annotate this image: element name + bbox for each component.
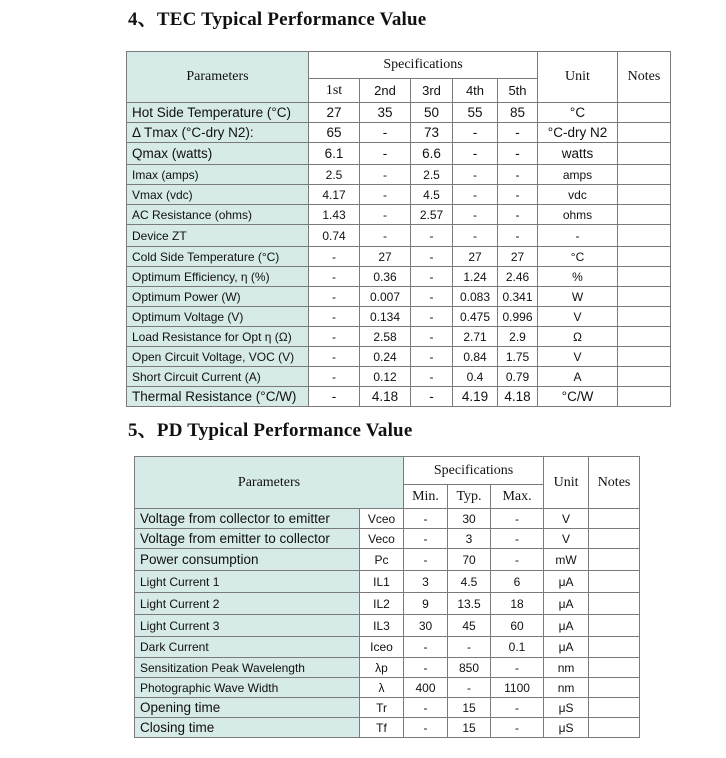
spec-value: 55: [453, 103, 498, 123]
parameter-label: Load Resistance for Opt η (Ω): [127, 327, 309, 347]
notes-value: [589, 678, 640, 698]
spec-value: -: [309, 367, 360, 387]
spec-value: -: [411, 327, 453, 347]
notes-value: [618, 205, 671, 225]
table-row: [127, 185, 671, 205]
table-row: [127, 347, 671, 367]
parameter-label: Voltage from collector to emitter: [135, 509, 360, 529]
spec-value: -: [309, 327, 360, 347]
spec-value: 4.18: [498, 387, 538, 407]
unit-header: Unit: [538, 52, 618, 103]
spec-value: 850: [448, 658, 491, 678]
spec-value: -: [498, 123, 538, 143]
parameter-label: Thermal Resistance (°C/W): [127, 387, 309, 407]
notes-value: [618, 367, 671, 387]
spec-value: 70: [448, 549, 491, 571]
spec-value: -: [404, 529, 448, 549]
spec-value: -: [453, 123, 498, 143]
spec-value: 35: [360, 103, 411, 123]
spec-value: 2.5: [309, 165, 360, 185]
spec-column-header: 4th: [453, 79, 498, 103]
spec-value: 6: [491, 571, 544, 593]
table-row: [127, 267, 671, 287]
parameter-symbol: Pc: [360, 549, 404, 571]
spec-value: -: [498, 185, 538, 205]
spec-value: 27: [453, 247, 498, 267]
table-header-row: [135, 457, 640, 485]
notes-value: [618, 307, 671, 327]
unit-value: V: [544, 529, 589, 549]
spec-value: -: [404, 637, 448, 658]
table-row: [127, 307, 671, 327]
table-row: [135, 549, 640, 571]
parameters-header: Parameters: [127, 52, 309, 103]
unit-value: -: [538, 225, 618, 247]
spec-value: -: [309, 347, 360, 367]
parameter-label: Power consumption: [135, 549, 360, 571]
unit-value: V: [544, 509, 589, 529]
spec-value: -: [453, 143, 498, 165]
unit-value: °C/W: [538, 387, 618, 407]
parameter-label: Imax (amps): [127, 165, 309, 185]
notes-value: [618, 123, 671, 143]
spec-value: -: [448, 637, 491, 658]
notes-value: [618, 143, 671, 165]
table-row: [127, 247, 671, 267]
parameter-label: Qmax (watts): [127, 143, 309, 165]
table-row: [135, 529, 640, 549]
parameter-symbol: Veco: [360, 529, 404, 549]
spec-value: 0.007: [360, 287, 411, 307]
spec-value: -: [491, 658, 544, 678]
spec-value: -: [453, 165, 498, 185]
spec-value: 15: [448, 698, 491, 718]
table-row: [135, 615, 640, 637]
notes-value: [618, 287, 671, 307]
notes-value: [589, 509, 640, 529]
spec-value: -: [309, 247, 360, 267]
spec-value: 1.24: [453, 267, 498, 287]
spec-value: 0.36: [360, 267, 411, 287]
spec-value: 30: [448, 509, 491, 529]
unit-value: V: [538, 347, 618, 367]
unit-value: nm: [544, 658, 589, 678]
parameter-label: Cold Side Temperature (°C): [127, 247, 309, 267]
spec-value: -: [411, 387, 453, 407]
table-row: [135, 658, 640, 678]
spec-value: -: [360, 225, 411, 247]
spec-value: -: [491, 718, 544, 738]
parameter-symbol: Tf: [360, 718, 404, 738]
spec-value: 6.6: [411, 143, 453, 165]
unit-value: μA: [544, 593, 589, 615]
spec-value: -: [404, 509, 448, 529]
spec-value: 0.12: [360, 367, 411, 387]
unit-value: mW: [544, 549, 589, 571]
parameter-label: Light Current 2: [135, 593, 360, 615]
spec-value: -: [309, 287, 360, 307]
spec-column-header: 2nd: [360, 79, 411, 103]
parameter-symbol: Iceo: [360, 637, 404, 658]
spec-value: 0.24: [360, 347, 411, 367]
spec-value: -: [411, 267, 453, 287]
spec-value: 65: [309, 123, 360, 143]
unit-header: Unit: [544, 457, 589, 509]
spec-value: 45: [448, 615, 491, 637]
parameter-label: Sensitization Peak Wavelength: [135, 658, 360, 678]
tec-performance-table: [126, 51, 671, 407]
spec-value: 4.5: [411, 185, 453, 205]
parameter-label: Device ZT: [127, 225, 309, 247]
parameter-symbol: λ: [360, 678, 404, 698]
unit-value: V: [538, 307, 618, 327]
tec-section-heading: 4、TEC Typical Performance Value: [128, 9, 427, 30]
parameter-label: Optimum Power (W): [127, 287, 309, 307]
spec-value: -: [309, 267, 360, 287]
unit-value: vdc: [538, 185, 618, 205]
parameters-header: Parameters: [135, 457, 404, 509]
spec-value: -: [453, 185, 498, 205]
spec-value: -: [498, 225, 538, 247]
spec-value: -: [411, 287, 453, 307]
parameter-label: Open Circuit Voltage, VOC (V): [127, 347, 309, 367]
spec-value: 9: [404, 593, 448, 615]
parameter-label: Voltage from emitter to collector: [135, 529, 360, 549]
spec-value: -: [411, 347, 453, 367]
spec-value: 30: [404, 615, 448, 637]
spec-value: 1100: [491, 678, 544, 698]
parameter-label: Closing time: [135, 718, 360, 738]
table-row: [127, 103, 671, 123]
spec-value: 2.46: [498, 267, 538, 287]
parameter-label: Dark Current: [135, 637, 360, 658]
spec-value: -: [448, 678, 491, 698]
spec-value: -: [491, 509, 544, 529]
unit-value: watts: [538, 143, 618, 165]
spec-value: 0.083: [453, 287, 498, 307]
unit-value: μA: [544, 615, 589, 637]
parameter-label: Optimum Voltage (V): [127, 307, 309, 327]
spec-value: -: [411, 367, 453, 387]
spec-value: 1.43: [309, 205, 360, 225]
spec-value: -: [309, 387, 360, 407]
spec-value: -: [360, 123, 411, 143]
spec-value: 0.84: [453, 347, 498, 367]
spec-value: -: [453, 225, 498, 247]
table-row: [135, 637, 640, 658]
notes-value: [618, 165, 671, 185]
spec-value: 2.57: [411, 205, 453, 225]
spec-value: 3: [404, 571, 448, 593]
spec-value: -: [498, 143, 538, 165]
unit-value: %: [538, 267, 618, 287]
unit-value: °C: [538, 103, 618, 123]
spec-value: 0.134: [360, 307, 411, 327]
table-row: [127, 367, 671, 387]
notes-value: [589, 549, 640, 571]
spec-value: 4.17: [309, 185, 360, 205]
table-row: [127, 143, 671, 165]
spec-value: 0.341: [498, 287, 538, 307]
notes-value: [618, 103, 671, 123]
spec-value: 15: [448, 718, 491, 738]
spec-value: -: [498, 165, 538, 185]
unit-value: amps: [538, 165, 618, 185]
unit-value: °C: [538, 247, 618, 267]
spec-value: 2.71: [453, 327, 498, 347]
spec-value: 6.1: [309, 143, 360, 165]
spec-value: -: [404, 549, 448, 571]
parameter-label: Opening time: [135, 698, 360, 718]
unit-value: μA: [544, 571, 589, 593]
spec-value: 0.996: [498, 307, 538, 327]
table-row: [135, 718, 640, 738]
parameter-symbol: λp: [360, 658, 404, 678]
table-row: [135, 593, 640, 615]
spec-value: -: [404, 698, 448, 718]
spec-value: 13.5: [448, 593, 491, 615]
unit-value: nm: [544, 678, 589, 698]
spec-value: 18: [491, 593, 544, 615]
spec-value: 0.79: [498, 367, 538, 387]
spec-value: -: [404, 718, 448, 738]
table-row: [135, 571, 640, 593]
spec-value: 85: [498, 103, 538, 123]
table-row: [127, 165, 671, 185]
parameter-symbol: Vceo: [360, 509, 404, 529]
notes-value: [618, 225, 671, 247]
table-row: [127, 287, 671, 307]
spec-value: -: [309, 307, 360, 327]
notes-value: [589, 593, 640, 615]
pd-performance-table: [134, 456, 640, 738]
unit-value: ohms: [538, 205, 618, 225]
notes-value: [618, 327, 671, 347]
parameter-label: Hot Side Temperature (°C): [127, 103, 309, 123]
unit-value: W: [538, 287, 618, 307]
table-row: [135, 509, 640, 529]
parameter-symbol: Tr: [360, 698, 404, 718]
spec-value: 2.9: [498, 327, 538, 347]
spec-column-header: Min.: [404, 485, 448, 509]
spec-value: -: [411, 307, 453, 327]
spec-value: 73: [411, 123, 453, 143]
notes-header: Notes: [618, 52, 671, 103]
notes-value: [589, 571, 640, 593]
unit-value: Ω: [538, 327, 618, 347]
notes-value: [589, 658, 640, 678]
parameter-symbol: IL2: [360, 593, 404, 615]
spec-value: 0.74: [309, 225, 360, 247]
unit-value: μS: [544, 698, 589, 718]
spec-value: -: [453, 205, 498, 225]
unit-value: °C-dry N2: [538, 123, 618, 143]
spec-value: 2.58: [360, 327, 411, 347]
spec-value: 0.475: [453, 307, 498, 327]
spec-value: 4.18: [360, 387, 411, 407]
notes-value: [618, 387, 671, 407]
spec-value: -: [360, 165, 411, 185]
spec-value: 0.4: [453, 367, 498, 387]
spec-value: 1.75: [498, 347, 538, 367]
table-row: [135, 678, 640, 698]
notes-value: [589, 529, 640, 549]
pd-section-heading: 5、PD Typical Performance Value: [128, 420, 413, 441]
parameter-label: Short Circuit Current (A): [127, 367, 309, 387]
parameter-label: Δ Tmax (°C-dry N2):: [127, 123, 309, 143]
spec-column-header: Max.: [491, 485, 544, 509]
specifications-header: Specifications: [404, 457, 544, 485]
specifications-header: Specifications: [309, 52, 538, 79]
table-row: [127, 123, 671, 143]
spec-value: 50: [411, 103, 453, 123]
spec-value: -: [404, 658, 448, 678]
spec-value: -: [491, 698, 544, 718]
parameter-label: AC Resistance (ohms): [127, 205, 309, 225]
unit-value: μS: [544, 718, 589, 738]
spec-value: 3: [448, 529, 491, 549]
notes-value: [589, 698, 640, 718]
spec-column-header: 5th: [498, 79, 538, 103]
parameter-label: Vmax (vdc): [127, 185, 309, 205]
table-row: [127, 225, 671, 247]
spec-value: 27: [309, 103, 360, 123]
notes-value: [618, 185, 671, 205]
parameter-label: Photographic Wave Width: [135, 678, 360, 698]
spec-value: -: [360, 185, 411, 205]
notes-value: [589, 615, 640, 637]
spec-value: -: [360, 205, 411, 225]
spec-value: 60: [491, 615, 544, 637]
unit-value: μA: [544, 637, 589, 658]
table-header-row: [127, 52, 671, 79]
spec-value: 4.5: [448, 571, 491, 593]
spec-value: 2.5: [411, 165, 453, 185]
spec-value: 27: [360, 247, 411, 267]
spec-value: -: [360, 143, 411, 165]
parameter-label: Optimum Efficiency, η (%): [127, 267, 309, 287]
table-row: [135, 698, 640, 718]
spec-value: -: [498, 205, 538, 225]
spec-value: 27: [498, 247, 538, 267]
spec-value: 0.1: [491, 637, 544, 658]
spec-value: -: [411, 225, 453, 247]
notes-value: [589, 637, 640, 658]
unit-value: A: [538, 367, 618, 387]
notes-value: [618, 267, 671, 287]
notes-value: [589, 718, 640, 738]
spec-value: 400: [404, 678, 448, 698]
notes-value: [618, 247, 671, 267]
spec-column-header: 1st: [309, 79, 360, 103]
spec-value: 4.19: [453, 387, 498, 407]
spec-value: -: [491, 529, 544, 549]
parameter-label: Light Current 1: [135, 571, 360, 593]
table-row: [127, 327, 671, 347]
table-row: [127, 205, 671, 225]
spec-value: -: [491, 549, 544, 571]
table-row: [127, 387, 671, 407]
spec-column-header: Typ.: [448, 485, 491, 509]
parameter-symbol: IL3: [360, 615, 404, 637]
notes-value: [618, 347, 671, 367]
parameter-label: Light Current 3: [135, 615, 360, 637]
spec-column-header: 3rd: [411, 79, 453, 103]
parameter-symbol: IL1: [360, 571, 404, 593]
spec-value: -: [411, 247, 453, 267]
notes-header: Notes: [589, 457, 640, 509]
